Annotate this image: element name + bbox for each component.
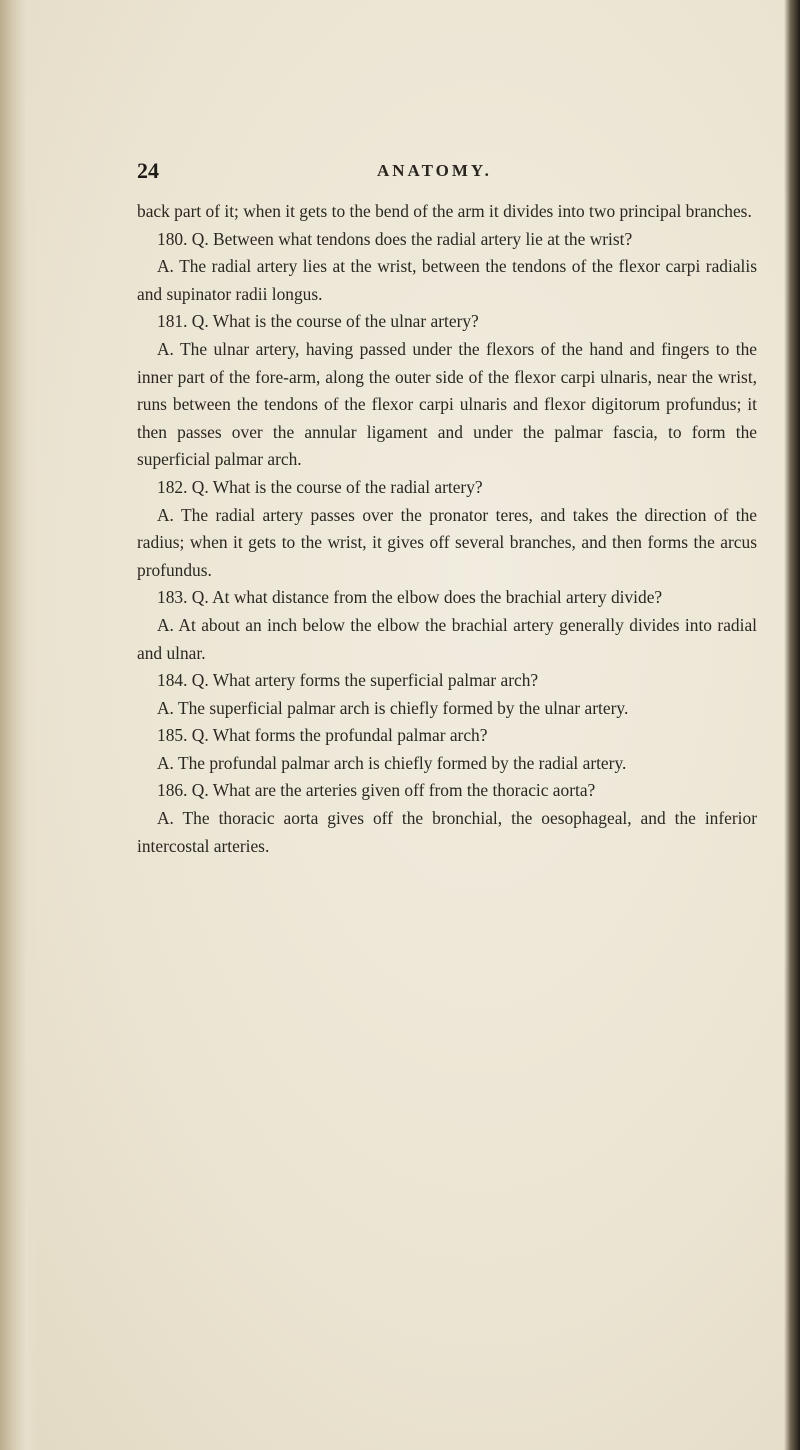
question-183: 183. Q. At what distance from the elbow does the brachial artery divide?: [157, 587, 663, 608]
answer-185: A. The profundal palmar arch is chiefly formed by the radial artery.: [157, 752, 627, 773]
page-header: [137, 158, 757, 188]
question-180: 180. Q. Between what tendons does the radial artery lie at the wrist?: [157, 228, 633, 249]
paragraph-continuation: back part of it; when it gets to the bend of the arm it divides into two principal branches.: [137, 201, 752, 221]
question-184: 184. Q. What artery forms the superficial palmar arch?: [157, 670, 539, 691]
page-gutter-shadow: [0, 0, 38, 1450]
answer-182: A. The radial artery passes over the pronator teres, and takes the direction of the radius; when it gets to the wrist, it gives off several branches, and then forms the arcus profundus.: [137, 504, 757, 580]
page-edge-shadow: [784, 0, 800, 1450]
answer-186: A. The thoracic aorta gives off the bronchial, the oesophageal, and the inferior intercostal arteries.: [137, 808, 757, 856]
body-text: [137, 198, 757, 860]
question-185: 185. Q. What forms the profundal palmar arch?: [157, 725, 488, 746]
question-181: 181. Q. What is the course of the ulnar artery?: [157, 311, 479, 332]
answer-183: A. At about an inch below the elbow the brachial artery generally divides into radial and ulnar.: [137, 614, 757, 663]
running-head: ANATOMY.: [377, 161, 492, 180]
answer-184: A. The superficial palmar arch is chiefly formed by the ulnar artery.: [157, 697, 629, 718]
answer-180: A. The radial artery lies at the wrist, between the tendons of the flexor carpi radialis and supinator radii longus.: [137, 256, 757, 304]
question-186: 186. Q. What are the arteries given off from the thoracic aorta?: [157, 780, 596, 801]
page-number: 24: [137, 158, 159, 183]
answer-181: A. The ulnar artery, having passed under the flexors of the hand and fingers to the inner part of the fore-arm, along the outer side of the flexor carpi ulnaris, near the wrist, runs between the tendons of the flexor carpi ulnaris and flexor digitorum profundus; it then passes over the annular ligament and under the palmar fascia, to form the superficial palmar arch.: [137, 338, 757, 470]
question-182: 182. Q. What is the course of the radial artery?: [157, 476, 483, 497]
